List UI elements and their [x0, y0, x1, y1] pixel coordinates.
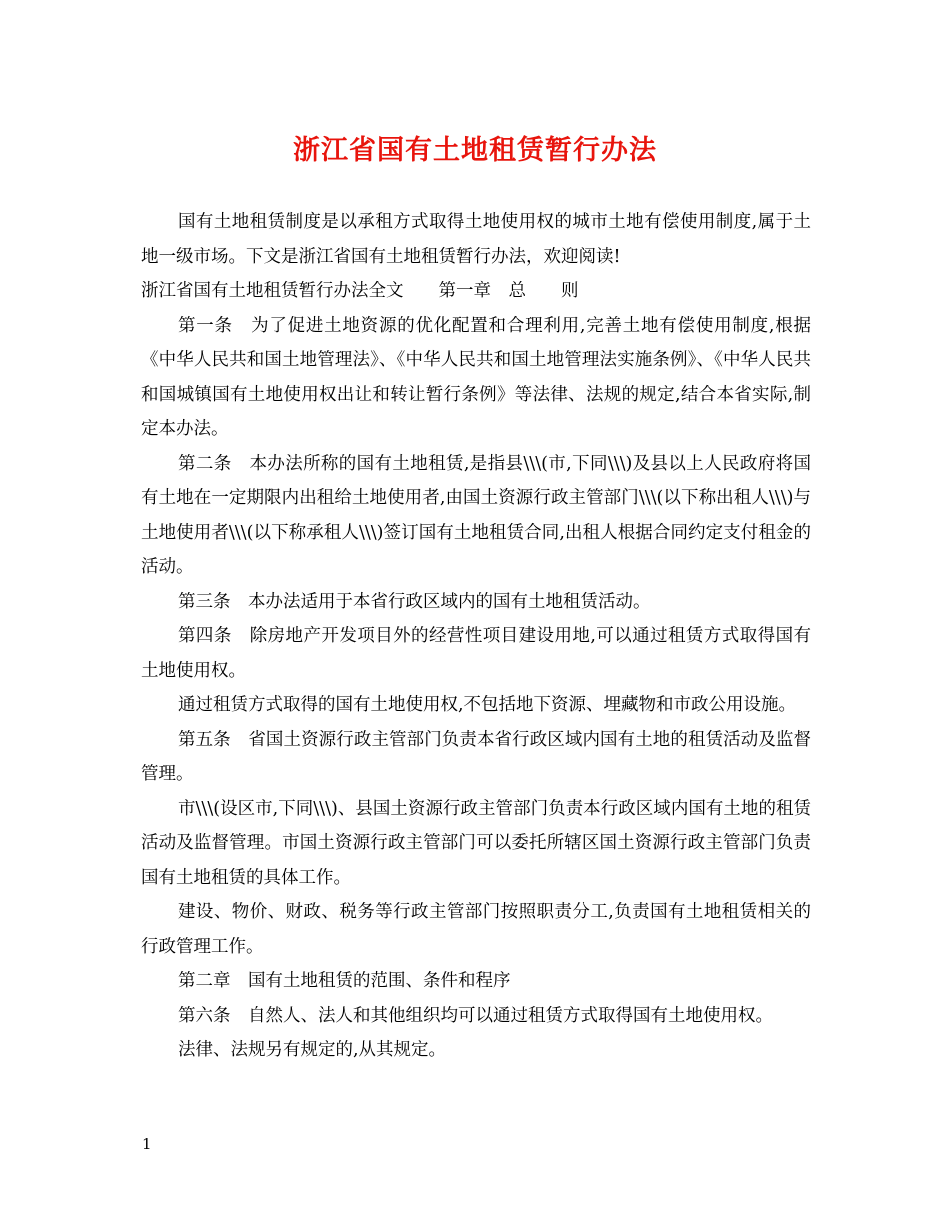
chapter-1-heading: 浙江省国有土地租赁暂行办法全文 第一章 总 则 — [141, 281, 579, 301]
page-number: 1 — [142, 1135, 152, 1153]
article-4-continuation: 通过租赁方式取得的国有土地使用权,不包括地下资源、埋藏物和市政公用设施。 — [178, 695, 797, 715]
article-6-continuation: 法律、法规另有规定的,从其规定。 — [178, 1040, 447, 1060]
intro-paragraph: 国有土地租赁制度是以承租方式取得土地使用权的城市土地有偿使用制度,属于土地一级市场。下文是浙江省国有土地租赁暂行办法，欢迎阅读! — [141, 212, 811, 267]
article-6-paragraph: 第六条 自然人、法人和其他组织均可以通过租赁方式取得国有土地使用权。 — [178, 1005, 773, 1026]
document-body — [141, 205, 811, 1068]
article-3-paragraph: 第三条 本办法适用于本省行政区域内的国有土地租赁活动。 — [178, 591, 651, 612]
document-title: 浙江省国有土地租赁暂行办法 — [293, 135, 657, 166]
article-5-continuation-2: 建设、物价、财政、税务等行政主管部门按照职责分工,负责国有土地租赁相关的行政管理工作。 — [141, 902, 811, 957]
article-4-paragraph: 第四条 除房地产开发项目外的经营性项目建设用地,可以通过租赁方式取得国有土地使用权。 — [141, 626, 811, 681]
article-2-paragraph: 第二条 本办法所称的国有土地租赁,是指县\\\(市,下同\\\)及县以上人民政府将国有土地在一定期限内出租给土地使用者,由国土资源行政主管部门\\\(以下称出租人\\\)与土地使用者\\\(以下称承租人\\\)签订国有土地租赁合同,出租人根据合同约定支付租金的活动。 — [141, 453, 811, 577]
article-1-paragraph: 第一条 为了促进土地资源的优化配置和合理利用,完善土地有偿使用制度,根据《中华人民共和国土地管理法》、《中华人民共和国土地管理法实施条例》、《中华人民共和国城镇国有土地使用权出让和转让暂行条例》等法律、法规的规定,结合本省实际,制定本办法。 — [141, 315, 811, 439]
article-5-paragraph: 第五条 省国土资源行政主管部门负责本省行政区域内国有土地的租赁活动及监督管理。 — [141, 729, 811, 784]
article-5-continuation-1: 市\\\(设区市,下同\\\)、县国土资源行政主管部门负责本行政区域内国有土地的租赁活动及监督管理。市国土资源行政主管部门可以委托所辖区国土资源行政主管部门负责国有土地租赁的具体工作。 — [141, 798, 811, 888]
chapter-2-heading: 第二章 国有土地租赁的范围、条件和程序 — [178, 971, 511, 991]
